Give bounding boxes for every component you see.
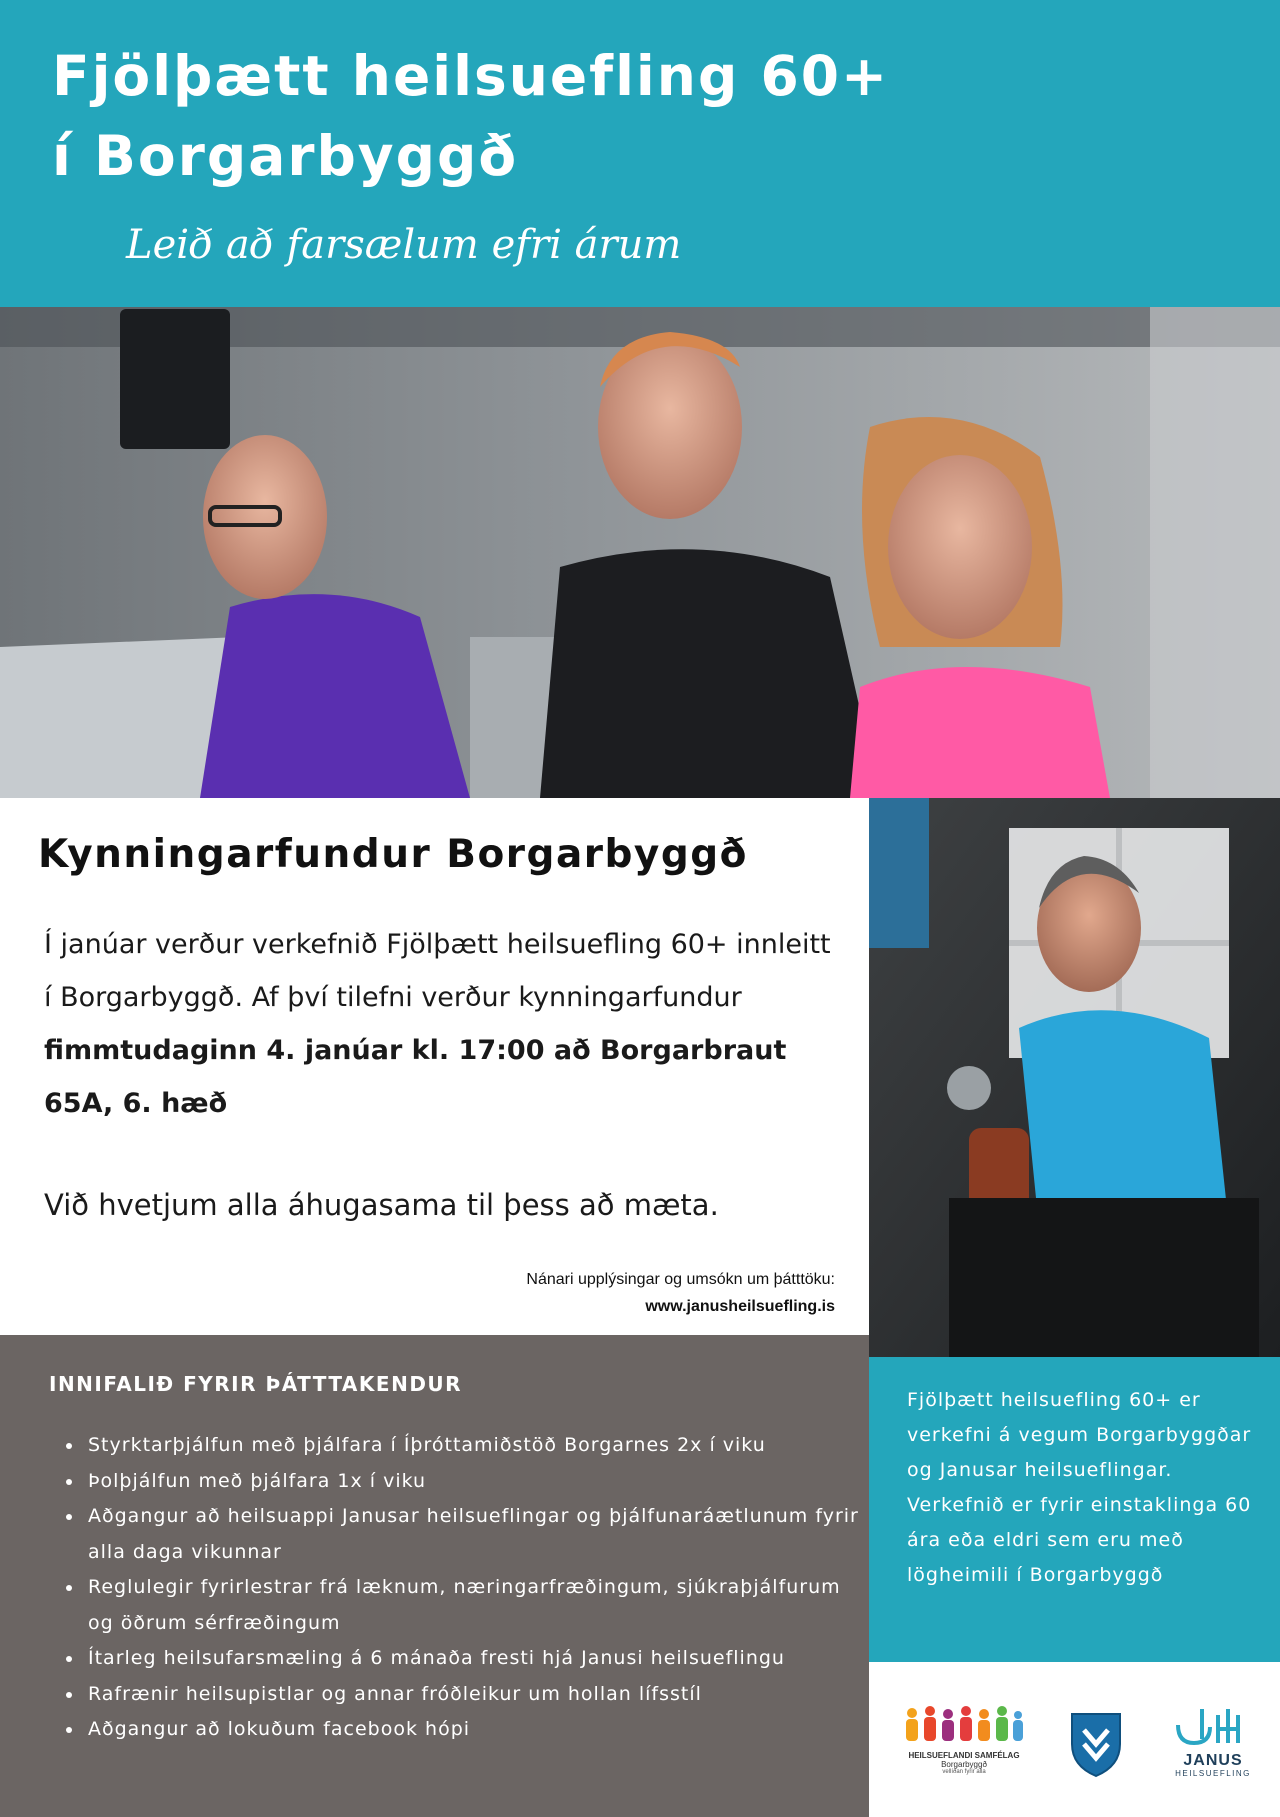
list-item: Aðgangur að heilsuappi Janusar heilsueflingar og þjálfunaráætlunum fyrir alla daga vikunnar [60, 1499, 860, 1570]
heilsueflandi-tagline: vellíðan fyrir alla [942, 1769, 986, 1775]
included-title: INNIFALIÐ FYRIR ÞÁTTTAKENDUR [49, 1372, 463, 1396]
janus-logo [1172, 1705, 1254, 1795]
meeting-body [44, 918, 844, 1130]
list-item: Reglulegir fyrirlestrar frá læknum, næringarfræðingum, sjúkraþjálfurum og öðrum sérfræðingum [60, 1570, 860, 1641]
heilsueflandi-samfelag-logo [900, 1705, 1028, 1790]
meeting-date-location: fimmtudaginn 4. janúar kl. 17:00 að Borgarbraut 65A, 6. hæð [44, 1035, 787, 1119]
heilsueflandi-town: Borgarbyggð [941, 1760, 987, 1769]
about-text [907, 1383, 1267, 1593]
info-label: Nánari upplýsingar og umsókn um þátttöku: [526, 1271, 835, 1288]
page-subtitle: Leið að farsælum efri árum [126, 222, 682, 268]
meeting-invite: Við hvetjum alla áhugasama til þess að mæta. [44, 1188, 719, 1222]
about-text-1: Fjölþætt heilsuefling 60+ er verkefni á vegum Borgarbyggðar og Janusar heilsueflingar. [907, 1389, 1252, 1481]
info-url-link[interactable]: www.janusheilsuefling.is [645, 1298, 835, 1315]
page-title-line-2: í Borgarbyggð [52, 124, 519, 188]
meeting-body-text: Í janúar verður verkefnið Fjölþætt heilsuefling 60+ innleitt í Borgarbyggð. Af því tilefni verður kynningarfundur [44, 929, 831, 1013]
list-item: Aðgangur að lokuðum facebook hópi [60, 1712, 860, 1748]
included-list [60, 1428, 860, 1748]
list-item: Styrktarþjálfun með þjálfara í Íþróttamiðstöð Borgarnes 2x í viku [60, 1428, 860, 1464]
janus-tagline: HEILSUEFLING [1175, 1769, 1251, 1778]
family-figures-icon [900, 1705, 1028, 1745]
hero-photo [0, 307, 1280, 798]
meeting-heading: Kynningarfundur Borgarbyggð [38, 832, 748, 877]
janus-mark-icon [1172, 1705, 1254, 1749]
list-item: Þolþjálfun með þjálfara 1x í viku [60, 1464, 860, 1500]
page-title-line-1: Fjölþætt heilsuefling 60+ [52, 44, 890, 108]
side-photo [869, 798, 1280, 1357]
list-item: Rafrænir heilsupistlar og annar fróðleikur um hollan lífsstíl [60, 1677, 860, 1713]
heilsueflandi-name: HEILSUEFLANDI SAMFÉLAG [908, 1751, 1020, 1760]
borgarbyggd-shield-icon [1068, 1710, 1124, 1778]
janus-name: JANUS [1183, 1752, 1243, 1769]
list-item: Ítarleg heilsufarsmæling á 6 mánaða fresti hjá Janusi heilsueflingu [60, 1641, 860, 1677]
about-text-2: Verkefnið er fyrir einstaklinga 60 ára eða eldri sem eru með lögheimili í Borgarbyggð [907, 1494, 1252, 1586]
